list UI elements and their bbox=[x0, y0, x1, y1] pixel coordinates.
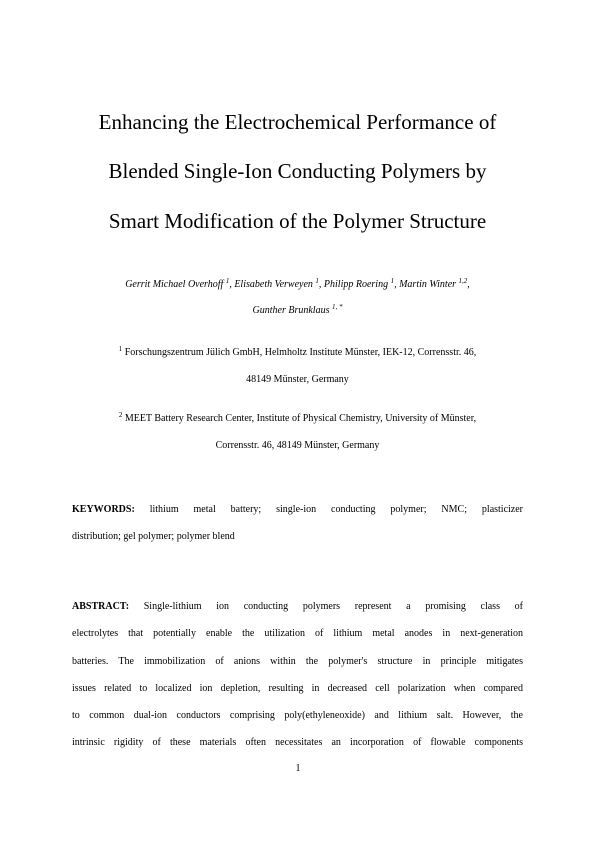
author-name: Martin Winter bbox=[399, 279, 457, 290]
affiliation-number: 2 bbox=[118, 411, 123, 419]
affiliation-text: MEET Battery Research Center, Institute of Physical Chemistry, University of Münster, bbox=[124, 413, 477, 424]
author-name: Gerrit Michael Overhoff bbox=[125, 279, 224, 290]
page-number: 1 bbox=[295, 763, 301, 774]
title-line-2: Blended Single-Ion Conducting Polymers by bbox=[108, 159, 487, 183]
keywords-text: lithium metal battery; single-ion conducting polymer; NMC; plasticizer bbox=[149, 504, 523, 515]
author-name: Gunther Brunklaus bbox=[252, 305, 330, 316]
author-affiliation-mark: 1 bbox=[225, 277, 230, 285]
keywords-line-2: distribution; gel polymer; polymer blend bbox=[72, 531, 235, 542]
title-line-3: Smart Modification of the Polymer Structure bbox=[108, 209, 487, 233]
author-separator: , bbox=[394, 279, 400, 290]
author-line-1 bbox=[60, 278, 535, 292]
affiliation-text: Forschungszentrum Jülich GmbH, Helmholtz Institute Münster, IEK-12, Corrensstr. 46, bbox=[124, 347, 477, 358]
keywords-line-1 bbox=[72, 503, 523, 517]
author-separator: , bbox=[229, 279, 235, 290]
author-name: Philipp Roering bbox=[323, 279, 389, 290]
abstract-text: Single-lithium ion conducting polymers represent a promising class of bbox=[143, 601, 523, 612]
title-line-1: Enhancing the Electrochemical Performance of bbox=[98, 110, 497, 134]
abstract-label: ABSTRACT: bbox=[72, 601, 130, 612]
affiliation-2-line-1 bbox=[60, 412, 535, 426]
abstract-line-2: electrolytes that potentially enable the utilization of lithium metal anodes in next-generation bbox=[72, 628, 523, 639]
affiliation-1-line-1 bbox=[60, 346, 535, 360]
author-affiliation-mark: 1,2 bbox=[458, 277, 468, 285]
abstract-line-1 bbox=[72, 600, 523, 614]
author-affiliation-mark: 1, * bbox=[331, 303, 343, 311]
author-affiliation-mark: 1 bbox=[390, 277, 395, 285]
abstract-line-4: issues related to localized ion depletion, resulting in decreased cell polarization when compared bbox=[72, 683, 523, 694]
author-separator: , bbox=[318, 279, 324, 290]
author-affiliation-mark: 1 bbox=[315, 277, 319, 285]
abstract-line-3: batteries. The immobilization of anions within the polymer's structure in principle mitigates bbox=[72, 656, 523, 667]
author-line-2 bbox=[60, 304, 535, 318]
abstract-line-5: to common dual-ion conductors comprising poly(ethyleneoxide) and lithium salt. However, the bbox=[72, 710, 523, 721]
keywords-label: KEYWORDS: bbox=[72, 504, 135, 515]
abstract-line-6: intrinsic rigidity of these materials often necessitates an incorporation of flowable components bbox=[72, 737, 523, 748]
affiliation-1-line-2: 48149 Münster, Germany bbox=[246, 374, 349, 385]
affiliation-number: 1 bbox=[118, 345, 123, 353]
author-separator: , bbox=[467, 279, 470, 290]
author-name: Elisabeth Verweyen bbox=[234, 279, 313, 290]
affiliation-2-line-2: Corrensstr. 46, 48149 Münster, Germany bbox=[215, 440, 380, 451]
